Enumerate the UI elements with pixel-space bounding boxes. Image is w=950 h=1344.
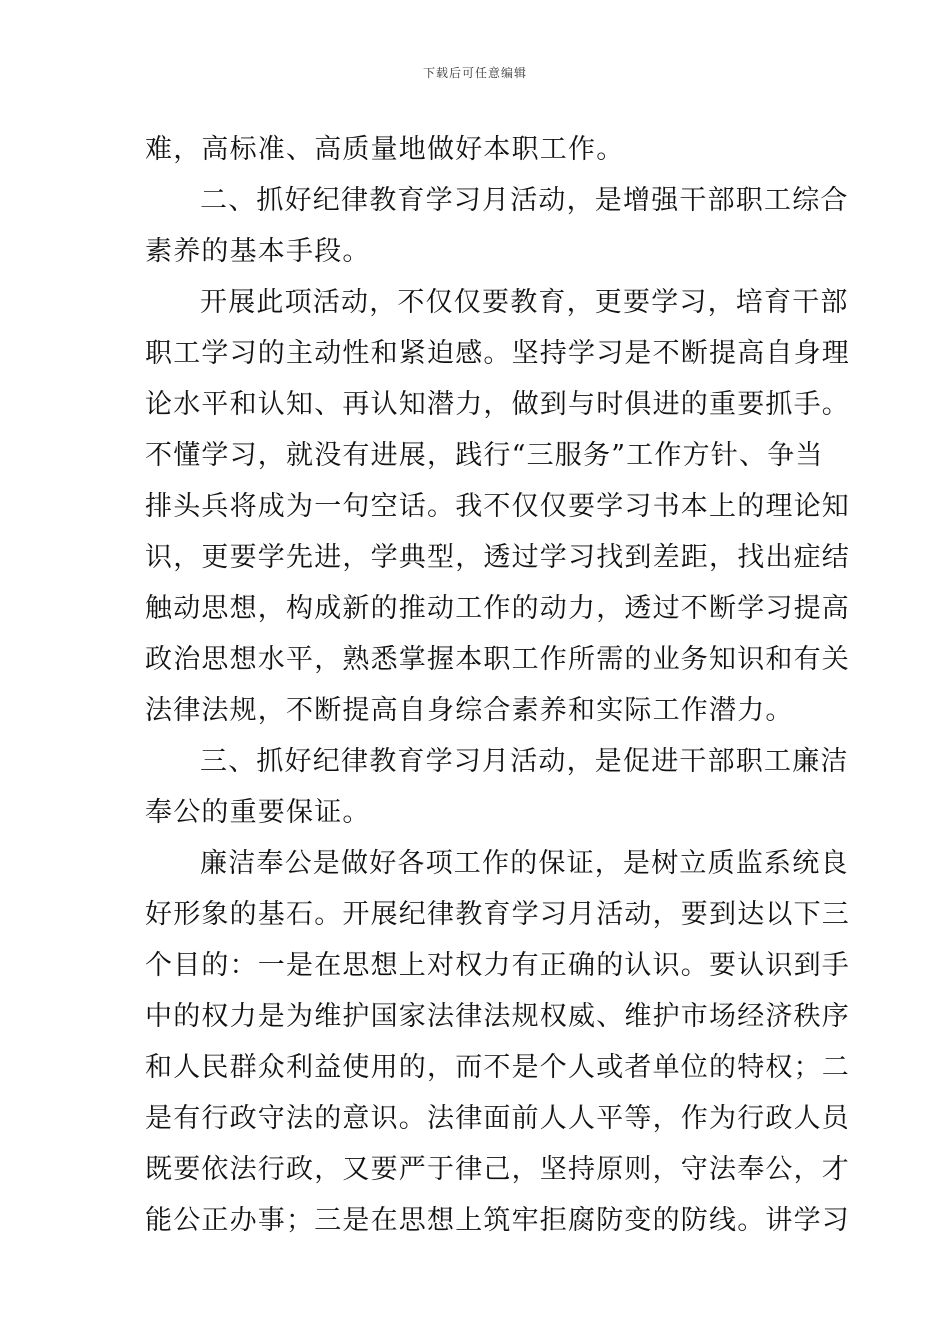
text-line: 触动思想，构成新的推动工作的动力，透过不断学习提高 xyxy=(145,593,850,624)
text-line: 论水平和认知、再认知潜力，做到与时俱进的重要抓手。 xyxy=(145,389,850,420)
text-line: 开展此项活动，不仅仅要教育，更要学习，培育干部 xyxy=(200,287,849,318)
text-line: 既要依法行政，又要严于律己，坚持原则，守法奉公，才 xyxy=(145,1154,850,1185)
text-line: 二、抓好纪律教育学习月活动，是增强干部职工综合 xyxy=(200,185,849,216)
text-line: 是有行政守法的意识。法律面前人人平等，作为行政人员 xyxy=(145,1103,850,1134)
text-line: 素养的基本手段。 xyxy=(145,236,371,267)
text-line: 难，高标准、高质量地做好本职工作。 xyxy=(145,134,625,165)
text-line: 法律法规，不断提高自身综合素养和实际工作潜力。 xyxy=(145,695,794,726)
text-line: 不懂学习，就没有进展，践行“三服务”工作方针、争当 xyxy=(145,440,824,471)
text-line: 三、抓好纪律教育学习月活动，是促进干部职工廉洁 xyxy=(200,746,849,777)
text-line: 好形象的基石。开展纪律教育学习月活动，要到达以下三 xyxy=(145,899,850,930)
text-line: 廉洁奉公是做好各项工作的保证，是树立质监系统良 xyxy=(200,848,849,879)
text-line: 职工学习的主动性和紧迫感。坚持学习是不断提高自身理 xyxy=(145,338,850,369)
text-line: 排头兵将成为一句空话。我不仅仅要学习书本上的理论知 xyxy=(145,491,850,522)
page-header: 下载后可任意编辑 xyxy=(422,66,527,80)
text-line: 中的权力是为维护国家法律法规权威、维护市场经济秩序 xyxy=(145,1001,850,1032)
text-line: 和人民群众利益使用的，而不是个人或者单位的特权；二 xyxy=(145,1052,850,1083)
text-line: 政治思想水平，熟悉掌握本职工作所需的业务知识和有关 xyxy=(145,644,850,675)
text-line: 奉公的重要保证。 xyxy=(145,797,371,828)
text-line: 个目的：一是在思想上对权力有正确的认识。要认识到手 xyxy=(145,950,850,981)
text-line: 能公正办事；三是在思想上筑牢拒腐防变的防线。讲学习 xyxy=(145,1205,850,1236)
body-text xyxy=(145,124,850,1246)
text-line: 识，更要学先进，学典型，透过学习找到差距，找出症结 xyxy=(145,542,850,573)
